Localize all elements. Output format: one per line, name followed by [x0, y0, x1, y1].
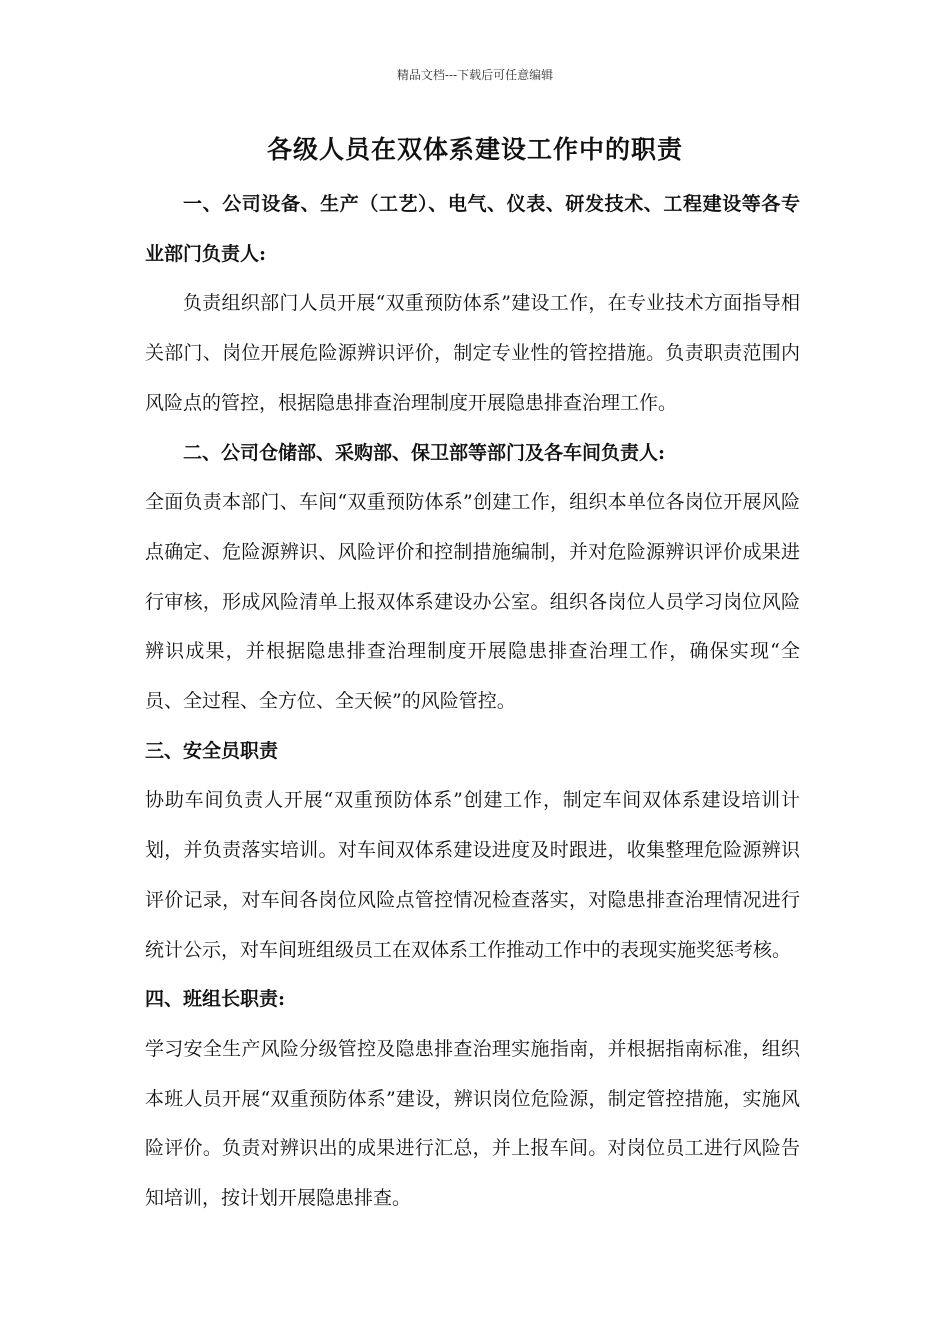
section-body-1: 负责组织部门人员开展“双重预防体系”建设工作，在专业技术方面指导相关部门、岗位开展危险源辨识评价，制定专业性的管控措施。负责职责范围内风险点的管控，根据隐患排查治理制度开展隐患排查治理工作。 — [145, 292, 800, 414]
section-heading-2: 二、公司仓储部、采购部、保卫部等部门及各车间负责人: — [183, 441, 666, 464]
section-body-3: 协助车间负责人开展“双重预防体系”创建工作，制定车间双体系建设培训计划，并负责落实培训。对车间双体系建设进度及时跟进，收集整理危险源辨识评价记录，对车间各岗位风险点管控情况检查落实，对隐患排查治理情况进行统计公示，对车间班组级员工在双体系工作推动工作中的表现实施奖惩考核。 — [145, 789, 800, 961]
section-body-4: 学习安全生产风险分级管控及隐患排查治理实施指南，并根据指南标准，组织本班人员开展“双重预防体系”建设，辨识岗位危险源，制定管控措施，实施风险评价。负责对辨识出的成果进行汇总，并上报车间。对岗位员工进行风险告知培训，按计划开展隐患排查。 — [145, 1037, 800, 1210]
section-heading-1: 一、公司设备、生产（工艺）、电气、仪表、研发技术、工程建设等各专业部门负责人: — [145, 193, 800, 265]
section-heading-3: 三、安全员职责 — [145, 739, 279, 762]
document-title: 各级人员在双体系建设工作中的职责 — [266, 135, 683, 164]
header-note: 精品文档---下载后可任意编辑 — [396, 68, 554, 82]
section-heading-4: 四、班组长职责: — [145, 988, 286, 1011]
document-body — [145, 180, 800, 1224]
section-body-2: 全面负责本部门、车间“双重预防体系”创建工作，组织本单位各岗位开展风险点确定、危险源辨识、风险评价和控制措施编制，并对危险源辨识评价成果进行审核，形成风险清单上报双体系建设办公室。组织各岗位人员学习岗位风险辨识成果，并根据隐患排查治理制度开展隐患排查治理工作，确保实现“全员、全过程、全方位、全天候”的风险管控。 — [145, 491, 800, 713]
